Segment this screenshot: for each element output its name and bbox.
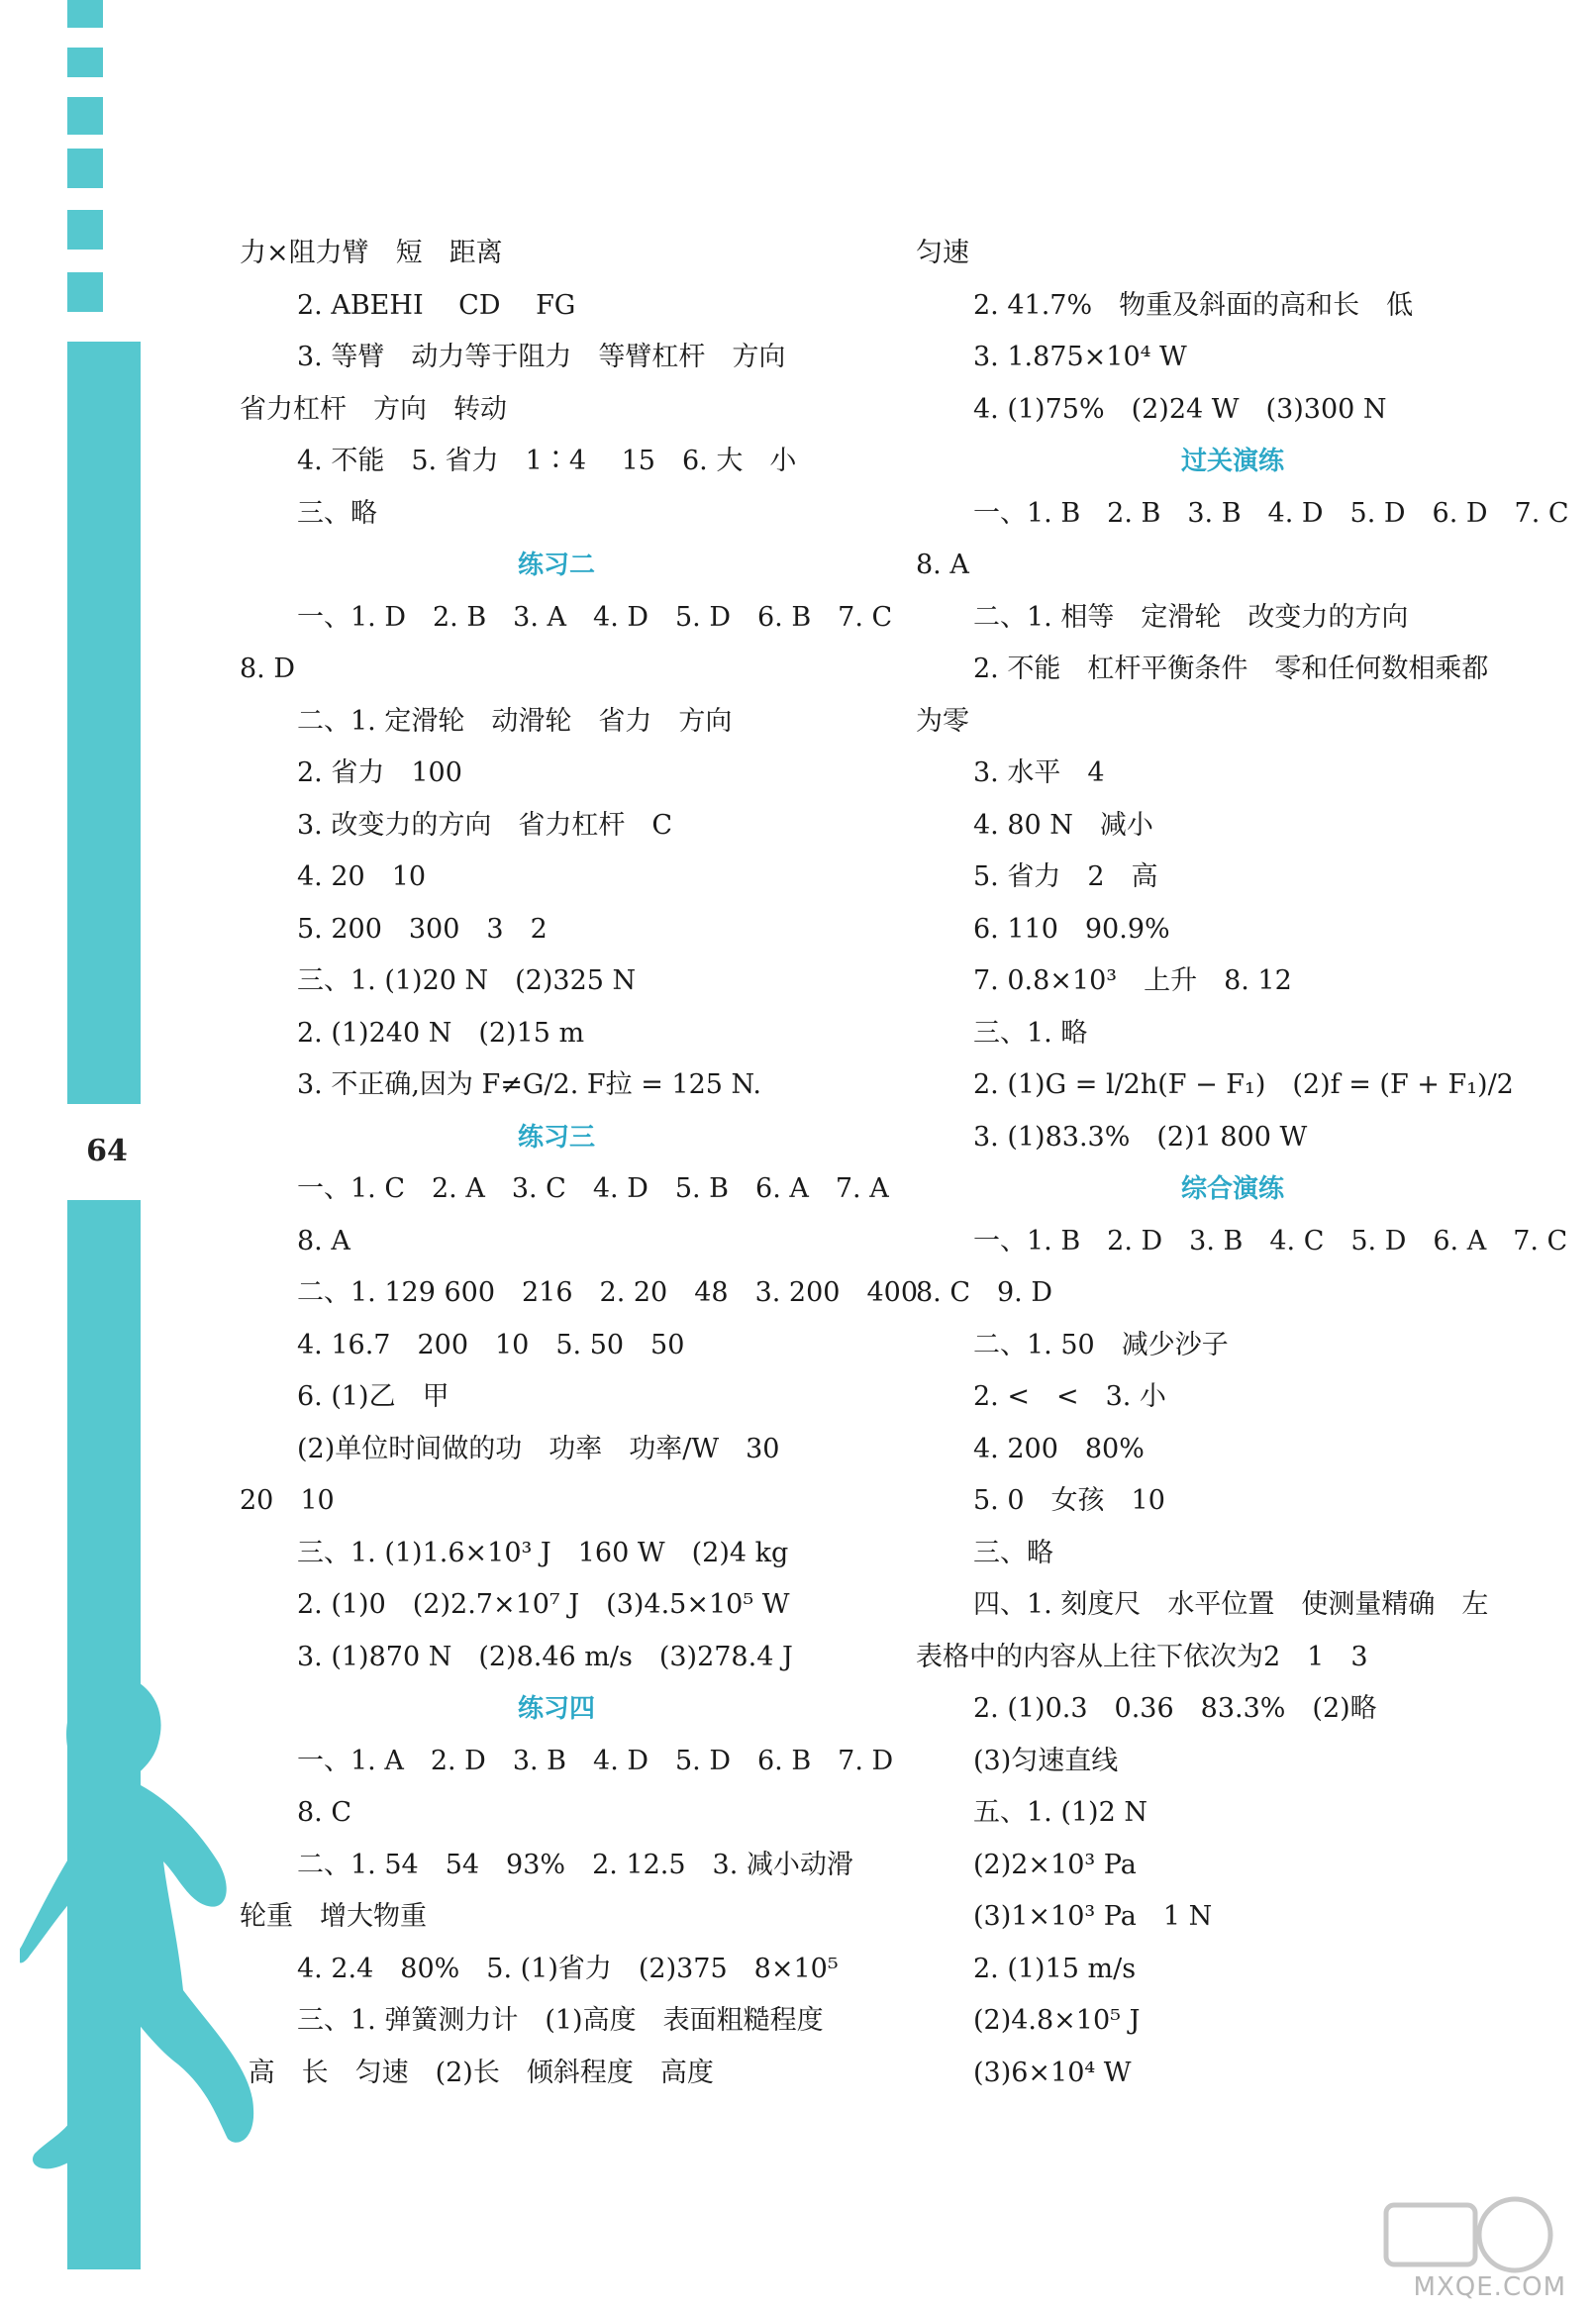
- child-silhouette-icon: [20, 1673, 257, 2228]
- answer-line: 4. 不能 5. 省力 1∶4 15 6. 大 小: [297, 446, 797, 476]
- answer-line: 三、略: [297, 497, 377, 529]
- answer-line: 四、1. 刻度尺 水平位置 使测量精确 左: [973, 1589, 1489, 1620]
- answer-line: 一、1. B 2. B 3. B 4. D 5. D 6. D 7. C: [973, 497, 1569, 529]
- answer-line: 二、1. 129 600 216 2. 20 48 3. 200 400: [297, 1277, 918, 1308]
- answer-line: 4. 80 N 减小: [973, 809, 1153, 841]
- section-heading: 综合演练: [1180, 1174, 1284, 1204]
- answer-line: 2. (1)0.3 0.36 83.3% (2)略: [973, 1693, 1377, 1724]
- answer-line: (2)2×10³ Pa: [973, 1849, 1137, 1880]
- answer-line: 3. (1)870 N (2)8.46 m/s (3)278.4 J: [297, 1641, 793, 1672]
- answer-line: 2. (1)240 N (2)15 m: [297, 1017, 585, 1049]
- answer-line: 三、略: [973, 1537, 1053, 1568]
- answer-line: 3. 改变力的方向 省力杠杆 C: [297, 809, 673, 841]
- answer-line: 二、1. 50 减少沙子: [973, 1329, 1229, 1360]
- answer-line: 2. 不能 杠杆平衡条件 零和任何数相乘都: [973, 653, 1489, 684]
- answer-line: 4. 20 10: [297, 861, 427, 892]
- answer-line: 一、1. A 2. D 3. B 4. D 5. D 6. B 7. D: [297, 1745, 894, 1776]
- section-heading: 过关演练: [1180, 447, 1284, 476]
- answer-line: 轮重 增大物重: [240, 1901, 427, 1932]
- answer-line: 4. 200 80%: [973, 1433, 1145, 1464]
- answer-line: 二、1. 定滑轮 动滑轮 省力 方向: [297, 705, 733, 737]
- answer-line: (2)单位时间做的功 功率 功率/W 30: [297, 1433, 780, 1464]
- answer-line: 5. 省力 2 高: [973, 861, 1158, 892]
- page-number: 64: [86, 1134, 128, 1168]
- sidebar-dash: [67, 210, 103, 250]
- answer-line: 2. (1)G = l/2h(F − F₁) (2)f = (F + F₁)/2: [973, 1069, 1514, 1100]
- answer-line: 一、1. C 2. A 3. C 4. D 5. B 6. A 7. A: [297, 1173, 889, 1204]
- answer-line: 省力杠杆 方向 转动: [240, 393, 507, 425]
- sidebar-bar: [67, 342, 141, 1104]
- answer-line: 3. 水平 4: [973, 757, 1105, 788]
- answer-line: 为零: [916, 705, 969, 737]
- answer-line: 6. 110 90.9%: [973, 913, 1170, 945]
- answer-line: 五、1. (1)2 N: [973, 1797, 1147, 1828]
- sidebar-dash: [67, 272, 103, 312]
- sidebar-dash: [67, 48, 103, 77]
- answer-line: 5. 200 300 3 2: [297, 913, 548, 945]
- answer-line: 三、1. 略: [973, 1017, 1088, 1049]
- answer-line: 3. (1)83.3% (2)1 800 W: [973, 1121, 1308, 1153]
- answer-line: 3. 等臂 动力等于阻力 等臂杠杆 方向: [297, 342, 786, 372]
- sidebar-dash: [67, 97, 103, 135]
- sidebar-dash: [67, 0, 103, 28]
- answers-right-column: [916, 228, 1569, 2099]
- answer-line: 2. 省力 100: [297, 757, 462, 788]
- answer-line: 表格中的内容从上往下依次为2 1 3: [916, 1641, 1368, 1672]
- answer-line: 3. 1.875×10⁴ W: [973, 342, 1187, 372]
- section-heading: 练习二: [517, 551, 595, 580]
- answer-line: 2. ABEHI CD FG: [297, 289, 576, 321]
- answer-line: 4. 16.7 200 10 5. 50 50: [297, 1329, 685, 1360]
- answer-line: (3)6×10⁴ W: [973, 2057, 1132, 2088]
- answer-line: 力×阻力臂 短 距离: [240, 238, 503, 268]
- answer-line: (3)1×10³ Pa 1 N: [973, 1901, 1213, 1932]
- answer-line: 8. A: [916, 550, 969, 580]
- answer-line: 三、1. (1)20 N (2)325 N: [297, 965, 637, 996]
- answer-line: 高 长 匀速 (2)长 倾斜程度 高度: [240, 2057, 714, 2088]
- watermark-text: MXQE.COM: [1413, 2272, 1566, 2302]
- section-heading: 练习四: [517, 1694, 595, 1724]
- answer-line: 4. 2.4 80% 5. (1)省力 (2)375 8×10⁵: [297, 1953, 839, 1984]
- answer-line: 一、1. B 2. D 3. B 4. C 5. D 6. A 7. C: [973, 1225, 1568, 1257]
- answer-line: (2)4.8×10⁵ J: [973, 2005, 1141, 2036]
- answer-line: 2. < < 3. 小: [973, 1381, 1166, 1412]
- answer-line: 匀速: [916, 238, 969, 268]
- answer-line: (3)匀速直线: [973, 1745, 1119, 1776]
- answer-line: 20 10: [240, 1485, 335, 1516]
- answers-left-column: [240, 228, 918, 2099]
- section-heading: 练习三: [517, 1122, 595, 1153]
- answer-line: 6. (1)乙 甲: [297, 1381, 449, 1412]
- answer-line: 4. (1)75% (2)24 W (3)300 N: [973, 393, 1387, 425]
- answer-line: 三、1. 弹簧测力计 (1)高度 表面粗糙程度: [297, 2005, 824, 2036]
- answer-line: 一、1. D 2. B 3. A 4. D 5. D 6. B 7. C: [297, 601, 893, 633]
- answer-line: 2. (1)0 (2)2.7×10⁷ J (3)4.5×10⁵ W: [297, 1589, 790, 1620]
- answer-line: 二、1. 相等 定滑轮 改变力的方向: [973, 601, 1409, 633]
- answer-line: 2. 41.7% 物重及斜面的高和长 低: [973, 289, 1414, 321]
- answer-line: 3. 不正确,因为 F≠G/2. F拉 = 125 N.: [297, 1069, 761, 1100]
- answer-line: 7. 0.8×10³ 上升 8. 12: [973, 965, 1292, 996]
- answer-line: 8. C: [297, 1797, 352, 1828]
- answer-line: 8. D: [240, 653, 295, 684]
- answer-line: 三、1. (1)1.6×10³ J 160 W (2)4 kg: [297, 1537, 789, 1568]
- answer-line: 二、1. 54 54 93% 2. 12.5 3. 减小动滑: [297, 1849, 853, 1880]
- sidebar-dash: [67, 149, 103, 188]
- answer-line: 8. C 9. D: [916, 1277, 1052, 1308]
- answer-line: 8. A: [297, 1225, 350, 1257]
- answer-line: 2. (1)15 m/s: [973, 1953, 1137, 1984]
- answer-line: 5. 0 女孩 10: [973, 1485, 1165, 1516]
